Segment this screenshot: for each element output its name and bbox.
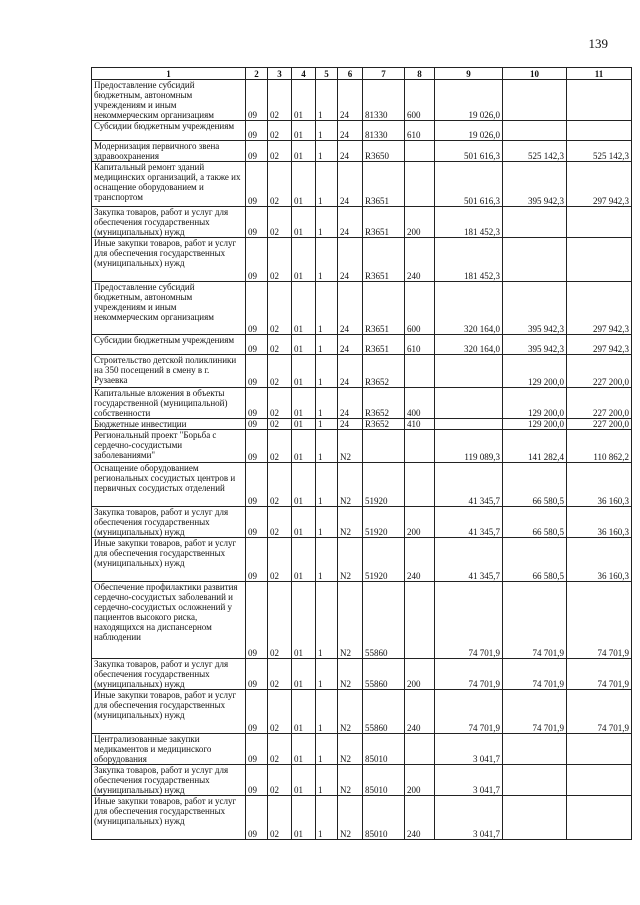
cell-col-11: 74 701,9	[567, 690, 632, 734]
cell-col-7: 81330	[363, 80, 405, 121]
row-name-cell: Закупка товаров, работ и услуг для обеспечения государственных (муниципальных) нужд	[92, 765, 246, 796]
cell-col-4: 01	[292, 282, 316, 335]
cell-col-2: 09	[246, 80, 268, 121]
cell-col-2: 09	[246, 207, 268, 238]
column-header-2: 2	[246, 68, 268, 80]
cell-col-2: 09	[246, 335, 268, 355]
page-number: 139	[588, 36, 608, 51]
row-name-cell: Иные закупки товаров, работ и услуг для обеспечения государственных (муниципальных) нужд	[92, 238, 246, 282]
row-name-cell: Оснащение оборудованием региональных сосудистых центров и первичных сосудистых отделений	[92, 463, 246, 507]
cell-col-3: 02	[268, 538, 292, 582]
cell-col-4: 01	[292, 238, 316, 282]
cell-col-5: 1	[316, 355, 338, 388]
cell-col-11: 36 160,3	[567, 507, 632, 538]
cell-col-10	[503, 238, 567, 282]
cell-col-4: 01	[292, 141, 316, 162]
cell-col-6: 24	[338, 121, 363, 141]
cell-col-10	[503, 207, 567, 238]
cell-col-6: 24	[338, 388, 363, 419]
row-name-cell: Капитальный ремонт зданий медицинских организаций, а также их оснащение оборудованием и транспортом	[92, 162, 246, 207]
cell-col-11: 227 200,0	[567, 419, 632, 430]
cell-col-9: 3 041,7	[435, 734, 503, 765]
cell-col-3: 02	[268, 507, 292, 538]
cell-col-11	[567, 765, 632, 796]
cell-col-3: 02	[268, 80, 292, 121]
cell-col-9	[435, 388, 503, 419]
cell-col-4: 01	[292, 734, 316, 765]
cell-col-3: 02	[268, 388, 292, 419]
cell-col-8: 200	[405, 507, 435, 538]
cell-col-3: 02	[268, 690, 292, 734]
cell-col-4: 01	[292, 355, 316, 388]
cell-col-8: 610	[405, 335, 435, 355]
row-name-cell: Субсидии бюджетным учреждениям	[92, 121, 246, 141]
cell-col-3: 02	[268, 734, 292, 765]
cell-col-5: 1	[316, 507, 338, 538]
cell-col-2: 09	[246, 121, 268, 141]
cell-col-11: 525 142,3	[567, 141, 632, 162]
cell-col-5: 1	[316, 765, 338, 796]
cell-col-8: 600	[405, 282, 435, 335]
row-name-cell: Централизованные закупки медикаментов и медицинского оборудования	[92, 734, 246, 765]
cell-col-6: N2	[338, 734, 363, 765]
cell-col-2: 09	[246, 162, 268, 207]
cell-col-9	[435, 355, 503, 388]
row-name-cell: Иные закупки товаров, работ и услуг для обеспечения государственных (муниципальных) нужд	[92, 690, 246, 734]
cell-col-11: 297 942,3	[567, 162, 632, 207]
cell-col-5: 1	[316, 162, 338, 207]
cell-col-9: 74 701,9	[435, 582, 503, 659]
cell-col-4: 01	[292, 419, 316, 430]
cell-col-2: 09	[246, 141, 268, 162]
table-row	[92, 734, 632, 765]
cell-col-5: 1	[316, 690, 338, 734]
cell-col-5: 1	[316, 430, 338, 463]
table-row	[92, 80, 632, 121]
cell-col-5: 1	[316, 282, 338, 335]
cell-col-9: 19 026,0	[435, 80, 503, 121]
cell-col-8: 200	[405, 207, 435, 238]
cell-col-6: N2	[338, 690, 363, 734]
cell-col-4: 01	[292, 388, 316, 419]
cell-col-6: 24	[338, 282, 363, 335]
cell-col-10	[503, 734, 567, 765]
cell-col-3: 02	[268, 582, 292, 659]
cell-col-5: 1	[316, 238, 338, 282]
cell-col-2: 09	[246, 282, 268, 335]
cell-col-7: 85010	[363, 765, 405, 796]
cell-col-11: 36 160,3	[567, 538, 632, 582]
cell-col-2: 09	[246, 765, 268, 796]
cell-col-9: 181 452,3	[435, 238, 503, 282]
cell-col-11	[567, 80, 632, 121]
cell-col-10: 395 942,3	[503, 162, 567, 207]
cell-col-11: 227 200,0	[567, 355, 632, 388]
cell-col-9: 501 616,3	[435, 162, 503, 207]
cell-col-6: N2	[338, 463, 363, 507]
table-row	[92, 355, 632, 388]
cell-col-3: 02	[268, 238, 292, 282]
cell-col-6: 24	[338, 207, 363, 238]
cell-col-11	[567, 121, 632, 141]
cell-col-2: 09	[246, 659, 268, 690]
cell-col-11: 227 200,0	[567, 388, 632, 419]
cell-col-7: R3652	[363, 388, 405, 419]
cell-col-10: 74 701,9	[503, 690, 567, 734]
cell-col-10: 129 200,0	[503, 388, 567, 419]
cell-col-7: 55860	[363, 582, 405, 659]
column-header-4: 4	[292, 68, 316, 80]
row-name-cell: Предоставление субсидий бюджетным, автономным учреждениям и иным некоммерческим организациям	[92, 80, 246, 121]
cell-col-10: 129 200,0	[503, 419, 567, 430]
cell-col-6: N2	[338, 659, 363, 690]
cell-col-8: 200	[405, 659, 435, 690]
cell-col-5: 1	[316, 141, 338, 162]
cell-col-7: 81330	[363, 121, 405, 141]
table-row	[92, 238, 632, 282]
cell-col-7: R3651	[363, 238, 405, 282]
cell-col-3: 02	[268, 419, 292, 430]
cell-col-4: 01	[292, 507, 316, 538]
cell-col-6: 24	[338, 238, 363, 282]
cell-col-3: 02	[268, 355, 292, 388]
cell-col-2: 09	[246, 582, 268, 659]
cell-col-11: 110 862,2	[567, 430, 632, 463]
cell-col-2: 09	[246, 538, 268, 582]
cell-col-6: N2	[338, 796, 363, 840]
table-row	[92, 162, 632, 207]
cell-col-3: 02	[268, 282, 292, 335]
cell-col-3: 02	[268, 141, 292, 162]
budget-table	[91, 67, 632, 840]
cell-col-5: 1	[316, 80, 338, 121]
row-name-cell: Обеспечение профилактики развития сердечно-сосудистых заболеваний и сердечно-сосудистых осложнений у пациентов высокого риска, находящихся на диспансерном наблюдении	[92, 582, 246, 659]
cell-col-9: 181 452,3	[435, 207, 503, 238]
table-row	[92, 507, 632, 538]
cell-col-6: N2	[338, 582, 363, 659]
cell-col-10: 74 701,9	[503, 582, 567, 659]
cell-col-2: 09	[246, 430, 268, 463]
cell-col-4: 01	[292, 207, 316, 238]
cell-col-4: 01	[292, 162, 316, 207]
cell-col-7: 51920	[363, 507, 405, 538]
cell-col-8	[405, 141, 435, 162]
cell-col-3: 02	[268, 335, 292, 355]
row-name-cell: Региональный проект "Борьба с сердечно-сосудистыми заболеваниями"	[92, 430, 246, 463]
table-row	[92, 335, 632, 355]
cell-col-2: 09	[246, 419, 268, 430]
cell-col-3: 02	[268, 796, 292, 840]
cell-col-6: 24	[338, 162, 363, 207]
table-row	[92, 463, 632, 507]
cell-col-8	[405, 162, 435, 207]
row-name-cell: Строительство детской поликлиники на 350 посещений в смену в г. Рузаевка	[92, 355, 246, 388]
cell-col-6: N2	[338, 765, 363, 796]
cell-col-4: 01	[292, 80, 316, 121]
cell-col-6: N2	[338, 507, 363, 538]
cell-col-10: 395 942,3	[503, 335, 567, 355]
cell-col-4: 01	[292, 796, 316, 840]
cell-col-8: 400	[405, 388, 435, 419]
cell-col-8: 240	[405, 690, 435, 734]
cell-col-5: 1	[316, 582, 338, 659]
table-row	[92, 207, 632, 238]
cell-col-10	[503, 765, 567, 796]
row-name-cell: Закупка товаров, работ и услуг для обеспечения государственных (муниципальных) нужд	[92, 207, 246, 238]
column-header-8: 8	[405, 68, 435, 80]
table-row	[92, 430, 632, 463]
table-header-row	[92, 68, 632, 80]
cell-col-10: 395 942,3	[503, 282, 567, 335]
cell-col-11	[567, 207, 632, 238]
cell-col-3: 02	[268, 121, 292, 141]
cell-col-11	[567, 238, 632, 282]
cell-col-4: 01	[292, 538, 316, 582]
cell-col-9: 119 089,3	[435, 430, 503, 463]
cell-col-6: 24	[338, 141, 363, 162]
cell-col-8: 600	[405, 80, 435, 121]
cell-col-5: 1	[316, 207, 338, 238]
cell-col-10: 66 580,5	[503, 463, 567, 507]
cell-col-7: 85010	[363, 734, 405, 765]
cell-col-9: 41 345,7	[435, 538, 503, 582]
table-row	[92, 282, 632, 335]
cell-col-9: 501 616,3	[435, 141, 503, 162]
cell-col-9: 74 701,9	[435, 690, 503, 734]
row-name-cell: Модернизация первичного звена здравоохранения	[92, 141, 246, 162]
table-row	[92, 796, 632, 840]
cell-col-10: 129 200,0	[503, 355, 567, 388]
cell-col-7: R3652	[363, 355, 405, 388]
table-row	[92, 419, 632, 430]
cell-col-2: 09	[246, 355, 268, 388]
cell-col-3: 02	[268, 430, 292, 463]
cell-col-10: 525 142,3	[503, 141, 567, 162]
table-row	[92, 121, 632, 141]
cell-col-5: 1	[316, 335, 338, 355]
cell-col-7: R3651	[363, 207, 405, 238]
cell-col-2: 09	[246, 690, 268, 734]
row-name-cell: Капитальные вложения в объекты государственной (муниципальной) собственности	[92, 388, 246, 419]
cell-col-3: 02	[268, 659, 292, 690]
cell-col-8	[405, 355, 435, 388]
cell-col-9: 41 345,7	[435, 507, 503, 538]
cell-col-8: 610	[405, 121, 435, 141]
column-header-6: 6	[338, 68, 363, 80]
cell-col-8	[405, 430, 435, 463]
cell-col-4: 01	[292, 430, 316, 463]
table-row	[92, 765, 632, 796]
cell-col-5: 1	[316, 463, 338, 507]
column-header-3: 3	[268, 68, 292, 80]
cell-col-8	[405, 582, 435, 659]
cell-col-4: 01	[292, 463, 316, 507]
cell-col-2: 09	[246, 796, 268, 840]
cell-col-9: 3 041,7	[435, 765, 503, 796]
cell-col-11	[567, 734, 632, 765]
row-name-cell: Закупка товаров, работ и услуг для обеспечения государственных (муниципальных) нужд	[92, 507, 246, 538]
cell-col-5: 1	[316, 734, 338, 765]
cell-col-10: 66 580,5	[503, 538, 567, 582]
cell-col-10	[503, 121, 567, 141]
cell-col-9	[435, 419, 503, 430]
cell-col-7: R3650	[363, 141, 405, 162]
cell-col-4: 01	[292, 690, 316, 734]
cell-col-8: 200	[405, 765, 435, 796]
cell-col-5: 1	[316, 796, 338, 840]
cell-col-2: 09	[246, 388, 268, 419]
column-header-10: 10	[503, 68, 567, 80]
cell-col-9: 3 041,7	[435, 796, 503, 840]
cell-col-5: 1	[316, 538, 338, 582]
table-row	[92, 659, 632, 690]
cell-col-11: 297 942,3	[567, 282, 632, 335]
cell-col-10: 66 580,5	[503, 507, 567, 538]
cell-col-3: 02	[268, 162, 292, 207]
cell-col-9: 19 026,0	[435, 121, 503, 141]
cell-col-6: 24	[338, 355, 363, 388]
cell-col-4: 01	[292, 765, 316, 796]
column-header-7: 7	[363, 68, 405, 80]
cell-col-7: R3651	[363, 335, 405, 355]
cell-col-5: 1	[316, 419, 338, 430]
column-header-9: 9	[435, 68, 503, 80]
cell-col-7: R3651	[363, 162, 405, 207]
cell-col-7: R3652	[363, 419, 405, 430]
row-name-cell: Бюджетные инвестиции	[92, 419, 246, 430]
cell-col-8	[405, 463, 435, 507]
cell-col-11: 297 942,3	[567, 335, 632, 355]
cell-col-9: 74 701,9	[435, 659, 503, 690]
table-row	[92, 690, 632, 734]
table-row	[92, 388, 632, 419]
cell-col-3: 02	[268, 463, 292, 507]
cell-col-4: 01	[292, 659, 316, 690]
cell-col-6: 24	[338, 335, 363, 355]
cell-col-8: 240	[405, 796, 435, 840]
row-name-cell: Субсидии бюджетным учреждениям	[92, 335, 246, 355]
cell-col-7: 51920	[363, 538, 405, 582]
cell-col-8: 240	[405, 538, 435, 582]
cell-col-3: 02	[268, 765, 292, 796]
cell-col-2: 09	[246, 238, 268, 282]
cell-col-6: 24	[338, 419, 363, 430]
table-row	[92, 538, 632, 582]
cell-col-7: 55860	[363, 690, 405, 734]
cell-col-7: 51920	[363, 463, 405, 507]
row-name-cell: Иные закупки товаров, работ и услуг для обеспечения государственных (муниципальных) нужд	[92, 796, 246, 840]
cell-col-2: 09	[246, 507, 268, 538]
cell-col-5: 1	[316, 121, 338, 141]
table-row	[92, 582, 632, 659]
row-name-cell: Предоставление субсидий бюджетным, автономным учреждениям и иным некоммерческим организациям	[92, 282, 246, 335]
table-row	[92, 141, 632, 162]
cell-col-5: 1	[316, 659, 338, 690]
cell-col-6: 24	[338, 80, 363, 121]
cell-col-6: N2	[338, 538, 363, 582]
cell-col-5: 1	[316, 388, 338, 419]
cell-col-10	[503, 796, 567, 840]
cell-col-8: 410	[405, 419, 435, 430]
cell-col-7: 85010	[363, 796, 405, 840]
table-body	[92, 80, 632, 840]
cell-col-7	[363, 430, 405, 463]
cell-col-10	[503, 80, 567, 121]
cell-col-4: 01	[292, 335, 316, 355]
cell-col-6: N2	[338, 430, 363, 463]
cell-col-11	[567, 796, 632, 840]
cell-col-11: 74 701,9	[567, 582, 632, 659]
cell-col-7: 55860	[363, 659, 405, 690]
column-header-5: 5	[316, 68, 338, 80]
cell-col-11: 74 701,9	[567, 659, 632, 690]
cell-col-8: 240	[405, 238, 435, 282]
cell-col-8	[405, 734, 435, 765]
cell-col-2: 09	[246, 734, 268, 765]
cell-col-9: 320 164,0	[435, 335, 503, 355]
cell-col-9: 41 345,7	[435, 463, 503, 507]
column-header-11: 11	[567, 68, 632, 80]
row-name-cell: Закупка товаров, работ и услуг для обеспечения государственных (муниципальных) нужд	[92, 659, 246, 690]
row-name-cell: Иные закупки товаров, работ и услуг для обеспечения государственных (муниципальных) нужд	[92, 538, 246, 582]
cell-col-10: 141 282,4	[503, 430, 567, 463]
cell-col-4: 01	[292, 121, 316, 141]
cell-col-4: 01	[292, 582, 316, 659]
column-header-1: 1	[92, 68, 246, 80]
cell-col-9: 320 164,0	[435, 282, 503, 335]
cell-col-2: 09	[246, 463, 268, 507]
cell-col-10: 74 701,9	[503, 659, 567, 690]
cell-col-11: 36 160,3	[567, 463, 632, 507]
cell-col-7: R3651	[363, 282, 405, 335]
cell-col-3: 02	[268, 207, 292, 238]
